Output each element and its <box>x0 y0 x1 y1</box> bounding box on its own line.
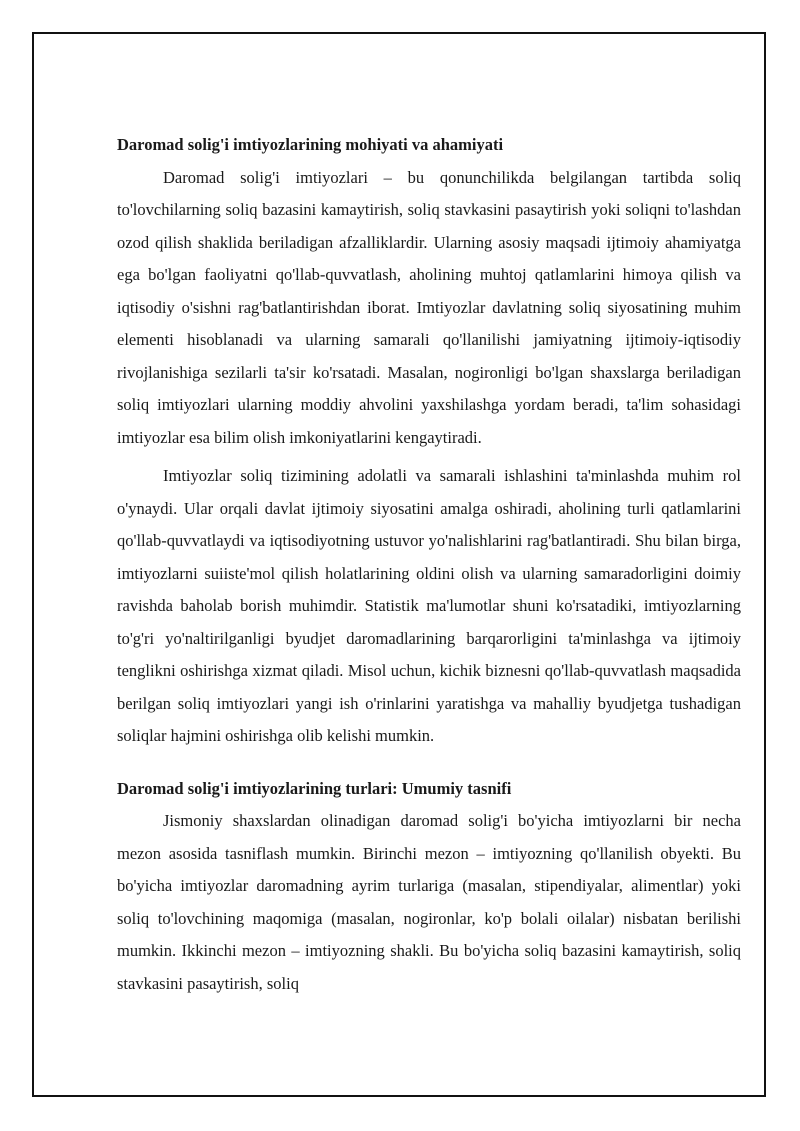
page-frame <box>32 32 766 1097</box>
document-body <box>117 129 741 1000</box>
paragraph-3: Jismoniy shaxslardan olinadigan daromad solig'i bo'yicha imtiyozlarni bir necha mezon asosida tasniflash mumkin. Birinchi mezon – imtiyozning qo'llanilish obyekti. Bu bo'yicha imtiyozlar daromadning ayrim turlariga (masalan, stipendiyalar, alimentlar) yoki soliq to'lovchining maqomiga (masalan, nogironlar, ko'p bolali oilalar) nisbatan berilishi mumkin. Ikkinchi mezon – imtiyozning shakli. Bu bo'yicha soliq bazasini kamaytirish, soliq stavkasini pasaytirish, soliq <box>117 811 741 993</box>
paragraph-1: Daromad solig'i imtiyozlari – bu qonunchilikda belgilangan tartibda soliq to'lovchilarning soliq bazasini kamaytirish, soliq stavkasini pasaytirish yoki soliqni to'lashdan ozod qilish shaklida beriladigan afzalliklardir. Ularning asosiy maqsadi ijtimoiy ahamiyatga ega bo'lgan faoliyatni qo'llab-quvvatlash, aholining muhtoj qatlamlarini himoya qilish va iqtisodiy o'sishni rag'batlantirishdan iborat. Imtiyozlar davlatning soliq siyosatining muhim elementi hisoblanadi va ularning samarali qo'llanilishi jamiyatning ijtimoiy-iqtisodiy rivojlanishiga sezilarli ta'sir ko'rsatadi. Masalan, nogironligi bo'lgan shaxslarga beriladigan soliq imtiyozlari ularning moddiy ahvolini yaxshilashga yordam beradi, ta'lim sohasidagi imtiyozlar esa bilim olish imkoniyatlarini kengaytiradi. <box>117 167 741 447</box>
section-spacer <box>117 753 741 773</box>
paragraph-2: Imtiyozlar soliq tizimining adolatli va samarali ishlashini ta'minlashda muhim rol o'ynaydi. Ular orqali davlat ijtimoiy siyosatini amalga oshiradi, aholining turli qatlamlarini qo'llab-quvvatlaydi va iqtisodiyotning ustuvor yo'nalishlarini rag'batlantiradi. Shu bilan birga, imtiyozlarni suiiste'mol qilish holatlarining oldini olish va ularning samaradorligini doimiy ravishda baholab borish muhimdir. Statistik ma'lumotlar shuni ko'rsatadiki, imtiyozlarning to'g'ri yo'naltirilganligi byudjet daromadlarining barqarorligini ta'minlashga va ijtimoiy tenglikni oshirishga xizmat qiladi. Misol uchun, kichik biznesni qo'llab-quvvatlash maqsadida berilgan soliq imtiyozlari yangi ish o'rinlarini yaratishga va mahalliy byudjetga tushadigan soliqlar hajmini oshirishga olib kelishi mumkin. <box>117 466 741 745</box>
section-heading-1: Daromad solig'i imtiyozlarining mohiyati va ahamiyati <box>117 135 504 154</box>
section-heading-2: Daromad solig'i imtiyozlarining turlari: Umumiy tasnifi <box>117 778 512 798</box>
